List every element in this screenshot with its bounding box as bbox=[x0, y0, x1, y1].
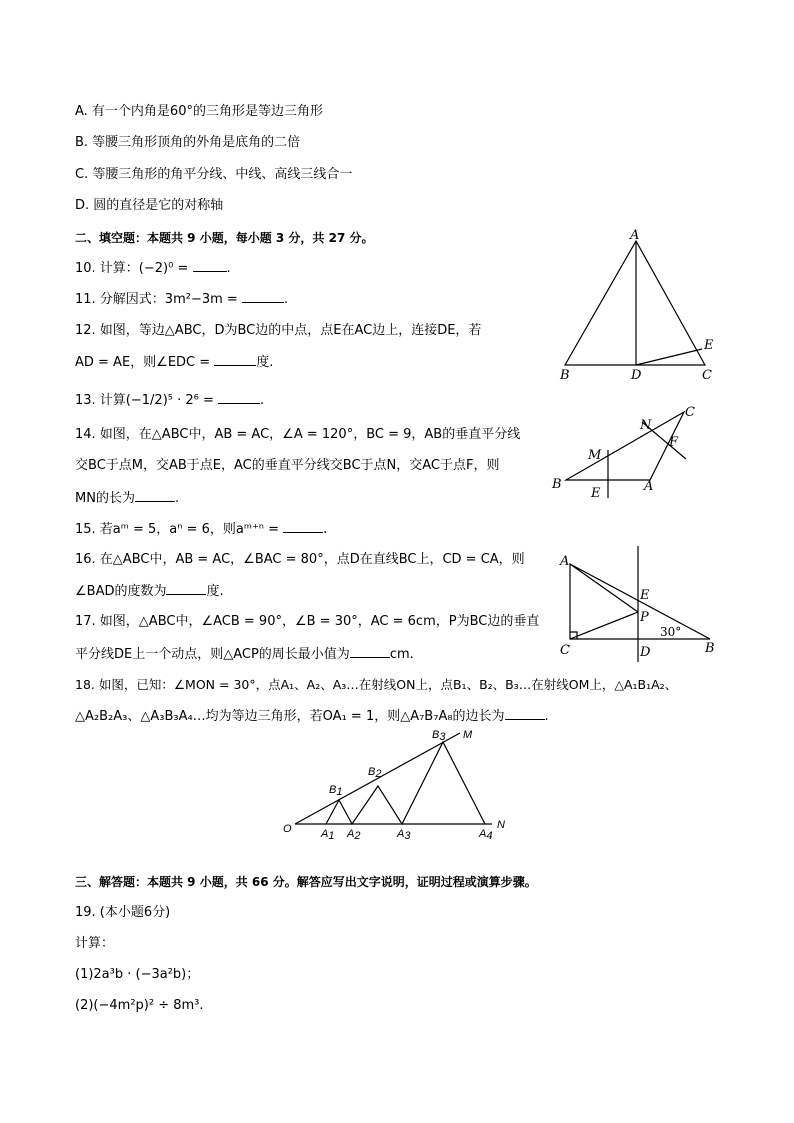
question-16-line-2: ∠BAD的度数为 度. bbox=[75, 584, 224, 599]
question-16-line-1: 16. 在△ABC中，AB = AC，∠BAC = 80°，点D在直线BC上，CD = CA，则 bbox=[75, 552, 525, 567]
label-o: O bbox=[283, 823, 292, 835]
question-19-title: 19. (本小题6分) bbox=[75, 905, 171, 920]
label-b: B bbox=[552, 477, 562, 492]
label-b2: B2 bbox=[368, 766, 382, 780]
question-10: 10. 计算：(−2)⁰ = . bbox=[75, 261, 231, 276]
triangle-abc bbox=[565, 241, 705, 365]
label-b1: B1 bbox=[329, 784, 343, 798]
label-n: N bbox=[497, 819, 505, 831]
question-12-line-2: AD = AE，则∠EDC = 度. bbox=[75, 355, 274, 370]
label-c: C bbox=[685, 405, 695, 420]
label-d: D bbox=[631, 368, 642, 383]
option-b: B. 等腰三角形顶角的外角是底角的二倍 bbox=[75, 135, 301, 150]
label-a1: A1 bbox=[321, 828, 335, 842]
equilateral-triangles bbox=[326, 742, 485, 824]
option-d: D. 圆的直径是它的对称轴 bbox=[75, 198, 224, 213]
label-a2: A2 bbox=[347, 828, 361, 842]
label-a: A bbox=[560, 554, 570, 569]
label-angle-b: 30° bbox=[660, 625, 682, 639]
figure-q14 bbox=[548, 402, 708, 502]
option-c: C. 等腰三角形的角平分线、中线、高线三线合一 bbox=[75, 167, 353, 182]
label-a: A bbox=[644, 479, 654, 494]
figure-q12 bbox=[550, 225, 730, 390]
question-15: 15. 若aᵐ = 5，aⁿ = 6，则aᵐ⁺ⁿ = . bbox=[75, 522, 328, 537]
label-e: E bbox=[704, 338, 714, 353]
label-p: P bbox=[640, 610, 649, 625]
figure-q17 bbox=[552, 544, 727, 664]
question-14-line-2: 交BC于点M，交AB于点E，AC的垂直平分线交BC于点N，交AC于点F，则 bbox=[75, 458, 500, 473]
section-2-heading: 二、填空题：本题共 9 小题，每小题 3 分，共 27 分。 bbox=[75, 231, 374, 245]
label-b3: B3 bbox=[432, 729, 446, 743]
label-e: E bbox=[640, 588, 650, 603]
label-f: F bbox=[669, 435, 679, 450]
option-a: A. 有一个内角是60°的三角形是等边三角形 bbox=[75, 104, 323, 119]
label-c: C bbox=[702, 368, 712, 383]
label-e: E bbox=[591, 486, 601, 501]
label-m: M bbox=[588, 448, 602, 463]
figure-q18 bbox=[280, 724, 520, 849]
question-19-part-1: (1)2a³b · (−3a²b)； bbox=[75, 967, 200, 982]
label-b: B bbox=[705, 641, 715, 656]
question-14-line-1: 14. 如图，在△ABC中，AB = AC，∠A = 120°，BC = 9，AB的垂直平分线 bbox=[75, 427, 521, 442]
question-17-line-1: 17. 如图，△ABC中，∠ACB = 90°，∠B = 30°，AC = 6cm，P为BC边的垂直 bbox=[75, 614, 540, 629]
label-b: B bbox=[560, 368, 570, 383]
segment-cp bbox=[570, 612, 638, 639]
question-18-line-1: 18. 如图，已知：∠MON = 30°，点A₁、A₂、A₃…在射线ON上，点B₁、B₂、B₃…在射线OM上，△A₁B₁A₂、 bbox=[75, 677, 678, 692]
segment-de bbox=[636, 349, 702, 365]
question-19-part-2: (2)(−4m²p)² ÷ 8m³. bbox=[75, 998, 204, 1013]
question-19-prompt: 计算： bbox=[75, 936, 115, 951]
label-n: N bbox=[640, 418, 652, 433]
question-14-line-3: MN的长为 . bbox=[75, 491, 180, 506]
segment-ap bbox=[570, 564, 638, 612]
label-a4: A4 bbox=[479, 828, 493, 842]
label-c: C bbox=[560, 643, 570, 658]
section-3-heading: 三、解答题：本题共 9 小题，共 66 分。解答应写出文字说明，证明过程或演算步骤。 bbox=[75, 875, 537, 889]
question-18-line-2: △A₂B₂A₃、△A₃B₃A₄…均为等边三角形，若OA₁ = 1，则△A₇B₇A₈的边长为 . bbox=[75, 709, 549, 724]
question-12-line-1: 12. 如图，等边△ABC，D为BC边的中点，点E在AC边上，连接DE，若 bbox=[75, 323, 482, 338]
label-a: A bbox=[630, 228, 640, 243]
label-m: M bbox=[463, 729, 473, 741]
label-a3: A3 bbox=[397, 828, 411, 842]
question-17-line-2: 平分线DE上一个动点，则△ACP的周长最小值为 cm. bbox=[75, 647, 414, 662]
question-13: 13. 计算(−1/2)⁵ · 2⁶ = . bbox=[75, 393, 265, 408]
label-d: D bbox=[640, 645, 651, 660]
question-11: 11. 分解因式：3m²−3m = . bbox=[75, 292, 289, 307]
triangle-abc bbox=[566, 412, 684, 480]
